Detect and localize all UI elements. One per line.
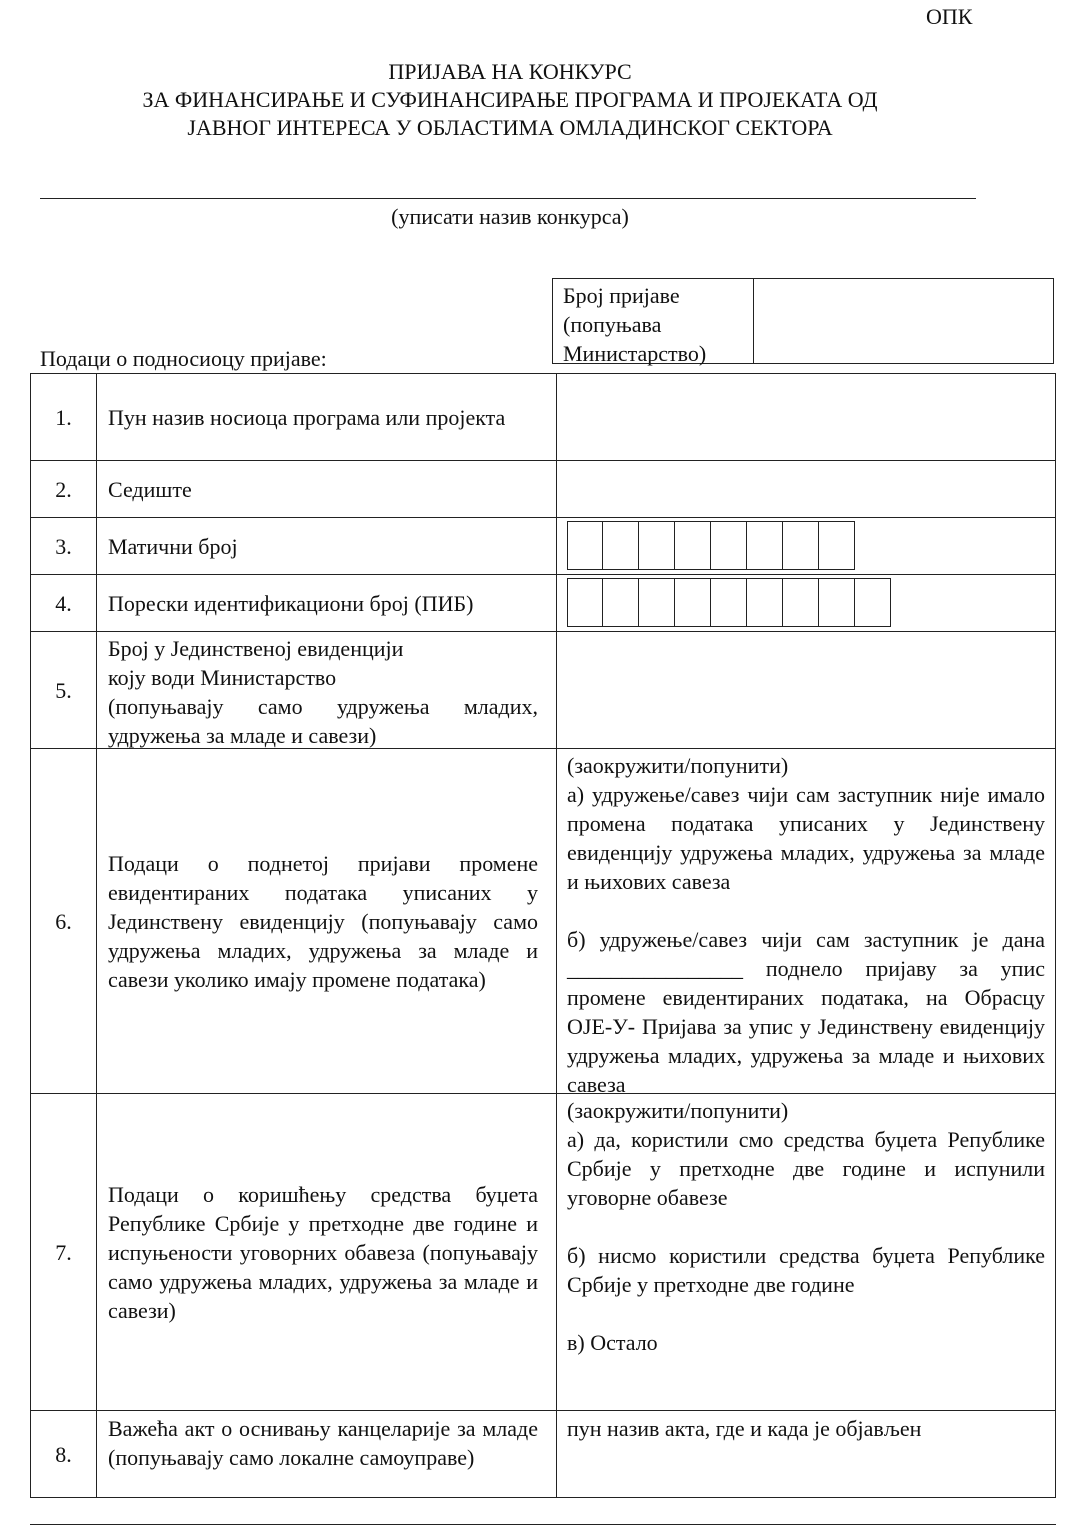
title-line-1: ПРИЈАВА НА КОНКУРС (388, 59, 632, 84)
page-bottom-rule (30, 1524, 1056, 1525)
row-number: 7. (31, 1094, 97, 1410)
digit-box[interactable] (747, 578, 783, 627)
row-label (97, 461, 557, 517)
row-label-text: Важећа акт о оснивању канцеларије за младе (попуњавају само локалне самоуправе) (108, 1416, 538, 1470)
table-row (31, 517, 1055, 574)
row-number: 4. (31, 575, 97, 631)
registry-number-field[interactable] (557, 632, 1055, 748)
digit-box[interactable] (675, 521, 711, 570)
row-label (97, 575, 557, 631)
founding-act-field[interactable] (557, 1411, 1055, 1497)
row-label (97, 374, 557, 460)
title-line-3: ЈАВНОГ ИНТЕРЕСА У ОБЛАСТИМА ОМЛАДИНСКОГ СЕКТОРА (187, 115, 833, 140)
registration-number-field (557, 518, 1055, 574)
row-number: 3. (31, 518, 97, 574)
row-label-text: Седиште (108, 476, 192, 502)
row-label-text: Порески идентификациони број (ПИБ) (108, 590, 474, 616)
row-label (97, 1094, 557, 1410)
form-code: ОПК (926, 4, 973, 29)
form-title (0, 58, 1020, 142)
seat-field[interactable] (557, 461, 1055, 517)
row-number: 8. (31, 1411, 97, 1497)
row-label-text: (попуњавају само удружења младих, удружења за младе и савези) (108, 694, 538, 748)
applicant-heading: Подаци о подносиоцу пријаве: (40, 346, 327, 371)
digit-box[interactable] (783, 521, 819, 570)
row-label-text: коју води Министарство (108, 665, 337, 690)
registration-number-boxes (567, 521, 1045, 570)
row-label-text: Подаци о коришћењу средства буџета Републике Србије у претходне две године и испуњености уговорних обавеза (попуњавају само удружења младих, удружења за младе и савези) (108, 1181, 538, 1323)
application-number-field[interactable] (754, 279, 1053, 363)
option-instruction: (заокружити/попунити) (567, 1098, 789, 1123)
row-label (97, 749, 557, 1093)
row-label-text: Пун назив носиоца програма или пројекта (108, 404, 506, 430)
row-label (97, 1411, 557, 1497)
table-row (31, 1093, 1055, 1410)
row-number: 1. (31, 374, 97, 460)
competition-name-hint: (уписати назив конкурса) (391, 204, 629, 229)
digit-box[interactable] (819, 521, 855, 570)
application-number-label-1: Број пријаве (563, 283, 680, 308)
row-label-text: Број у Јединственој евиденцији (108, 636, 404, 661)
option-a[interactable]: а) удружење/савез чији сам заступник није имало промена података уписаних у Јединствену евиденцију удружења младих, удружења за младе и њихових савеза (567, 782, 1045, 894)
table-row (31, 1410, 1055, 1497)
row-label-text: Подаци о поднетој пријави промене евидентираних података уписаних у Јединствену евиденцију (попуњавају само удружења младих, удружења за младе и савези уколико имају промене података) (108, 850, 538, 992)
row-label (97, 632, 557, 748)
application-number-box (552, 278, 1054, 364)
full-name-field[interactable] (557, 374, 1055, 460)
digit-box[interactable] (783, 578, 819, 627)
option-instruction: (заокружити/попунити) (567, 753, 789, 778)
row-label-text: Матични број (108, 533, 238, 559)
table-row (31, 631, 1055, 748)
title-line-2: ЗА ФИНАНСИРАЊЕ И СУФИНАНСИРАЊЕ ПРОГРАМА И ПРОЈЕКАТА ОД (142, 87, 878, 112)
digit-box[interactable] (567, 521, 603, 570)
digit-box[interactable] (603, 521, 639, 570)
option-b[interactable]: б) нисмо користили средства буџета Републике Србије у претходне две године (567, 1243, 1045, 1297)
table-row (31, 574, 1055, 631)
table-row (31, 374, 1055, 460)
digit-box[interactable] (639, 521, 675, 570)
digit-box[interactable] (819, 578, 855, 627)
tax-id-boxes (567, 578, 1045, 627)
digit-box[interactable] (711, 521, 747, 570)
founding-act-hint: пун назив акта, где и када је објављен (567, 1416, 922, 1441)
digit-box[interactable] (855, 578, 891, 627)
digit-box[interactable] (675, 578, 711, 627)
application-number-label-3: Министарство) (563, 341, 707, 366)
row-label (97, 518, 557, 574)
table-row (31, 748, 1055, 1097)
applicant-table (30, 373, 1056, 1498)
table-row (31, 460, 1055, 517)
digit-box[interactable] (747, 521, 783, 570)
row-number: 5. (31, 632, 97, 748)
digit-box[interactable] (711, 578, 747, 627)
digit-box[interactable] (639, 578, 675, 627)
application-number-label (553, 279, 754, 366)
budget-usage-field (557, 1094, 1055, 1410)
change-report-field (557, 749, 1055, 1097)
option-c[interactable]: в) Остало (567, 1330, 658, 1355)
option-a[interactable]: а) да, користили смо средства буџета Републике Србије у претходне две године и испунили уговорне обавезе (567, 1127, 1045, 1210)
option-b[interactable]: б) удружење/савез чији сам заступник је дана ________________ поднело пријаву за упис промене евидентираних података, на Обрасцу ОЈЕ-У- Пријава за упис у Јединствену евиденцију удружења младих, удружења за младе и њихових савеза (567, 927, 1045, 1097)
row-number: 2. (31, 461, 97, 517)
digit-box[interactable] (567, 578, 603, 627)
competition-name-field[interactable] (40, 198, 976, 199)
row-number: 6. (31, 749, 97, 1093)
application-number-label-2: (попуњава (563, 312, 662, 337)
tax-id-field (557, 575, 1055, 631)
digit-box[interactable] (603, 578, 639, 627)
